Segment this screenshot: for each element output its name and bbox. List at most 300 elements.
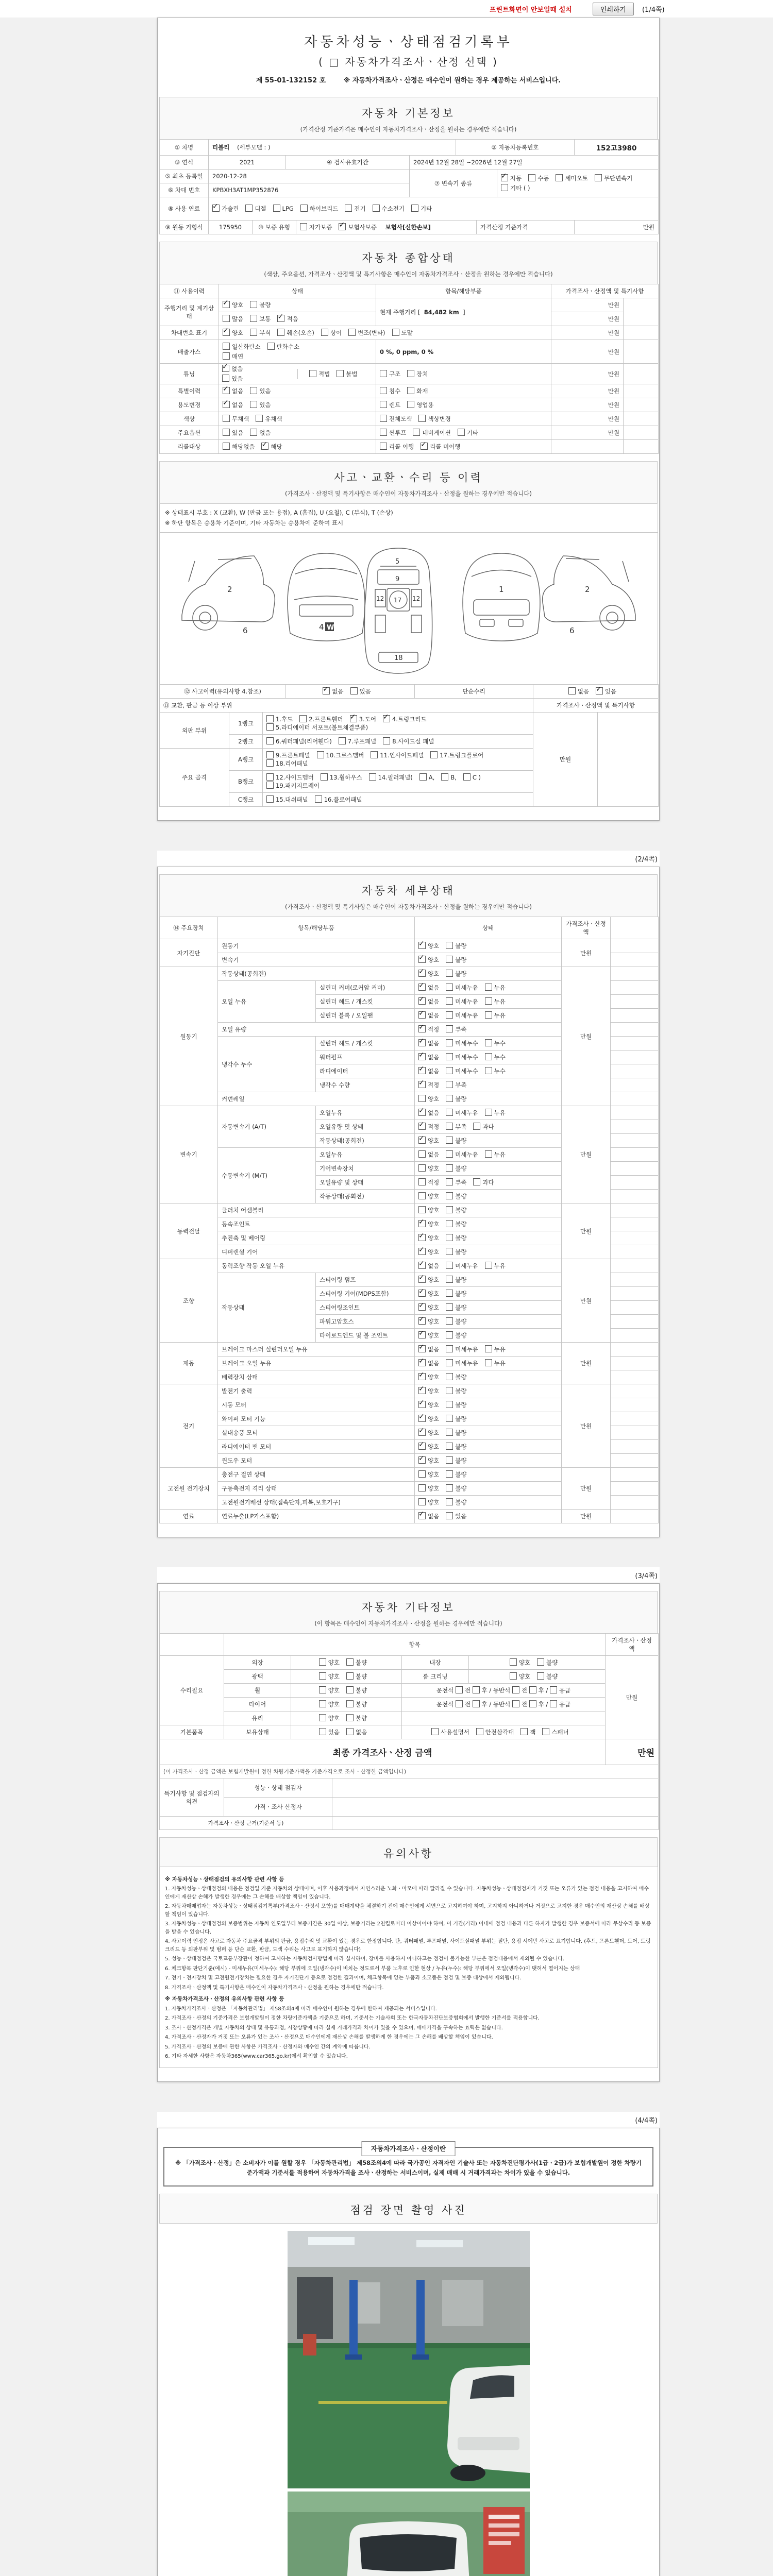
price-definition-box xyxy=(163,2144,653,2187)
option: ✓ 양호 xyxy=(418,1248,439,1256)
checkbox[interactable] xyxy=(319,1686,326,1693)
row-vin: 차대번호 표기 ✓ 양호 부식 훼손(오손) 상이 변조(변타) 도말 만원 xyxy=(160,326,659,340)
checkbox[interactable] xyxy=(446,1262,453,1269)
checkbox[interactable] xyxy=(430,751,438,758)
checkbox[interactable] xyxy=(542,1728,549,1735)
checkbox[interactable] xyxy=(446,1470,453,1478)
checkbox[interactable] xyxy=(446,1456,453,1464)
checkbox[interactable] xyxy=(223,352,230,360)
checkbox[interactable] xyxy=(446,1109,453,1116)
checkbox[interactable] xyxy=(485,1345,492,1352)
section-etc: 자동차 기타정보 (이 항목은 매수인이 자동차가격조사ㆍ산정을 원하는 경우에만 적습니다) xyxy=(159,1591,658,1634)
checkbox[interactable] xyxy=(266,737,274,744)
checkbox[interactable] xyxy=(266,723,274,731)
checkbox[interactable] xyxy=(529,1686,536,1693)
checkbox[interactable] xyxy=(266,782,274,789)
checkbox[interactable] xyxy=(223,429,230,436)
checkbox[interactable] xyxy=(418,1095,426,1102)
option: ✓ 없음 xyxy=(418,1109,439,1117)
checkbox[interactable] xyxy=(411,205,418,212)
diagram-label-door-right: 2 xyxy=(585,585,590,595)
checkbox[interactable] xyxy=(473,1700,480,1707)
checkbox[interactable] xyxy=(418,956,426,963)
checkbox[interactable] xyxy=(418,1512,426,1519)
option: ✓ 적음 xyxy=(277,315,298,323)
option: ✓ 적정 xyxy=(418,1081,439,1089)
checkbox[interactable] xyxy=(380,443,387,450)
checkbox[interactable] xyxy=(431,1728,439,1735)
checkbox[interactable] xyxy=(250,429,257,436)
checkbox[interactable] xyxy=(446,1276,453,1283)
print-install-link[interactable]: 프린트화면이 안보일때 설치 xyxy=(490,6,572,14)
checkbox[interactable] xyxy=(418,1303,426,1311)
checkbox[interactable] xyxy=(446,1359,453,1366)
checkbox[interactable] xyxy=(446,1345,453,1352)
checkbox[interactable] xyxy=(485,1150,492,1158)
option: 1.후드 xyxy=(266,715,293,723)
checkbox[interactable] xyxy=(421,443,428,450)
option: 불량 xyxy=(446,1192,466,1200)
checkbox[interactable] xyxy=(309,370,316,377)
checkbox[interactable] xyxy=(339,223,346,230)
checkbox[interactable] xyxy=(418,415,426,422)
checkbox[interactable] xyxy=(245,205,253,212)
checkbox[interactable] xyxy=(446,1206,453,1213)
checkbox[interactable] xyxy=(550,1700,557,1707)
option: 전체도색 xyxy=(380,415,412,423)
checkbox[interactable] xyxy=(458,429,465,436)
option: 일산화탄소 xyxy=(223,343,261,351)
option: 양호 xyxy=(418,1095,439,1103)
page-4 xyxy=(157,2128,660,2576)
option: 누유 xyxy=(485,1011,506,1020)
checkbox[interactable] xyxy=(346,1672,354,1680)
checkbox[interactable] xyxy=(266,751,274,758)
detail-row: 연료 연료누출(LP가스포함) ✓ 없음 있음 만원 xyxy=(160,1510,659,1523)
option: 누수 xyxy=(485,1039,506,1047)
checkbox[interactable] xyxy=(418,1276,426,1283)
checkbox[interactable] xyxy=(383,737,390,744)
checkbox[interactable] xyxy=(485,984,492,991)
checkbox[interactable] xyxy=(319,1658,326,1666)
option: 부족 xyxy=(446,1081,466,1089)
checkbox[interactable] xyxy=(446,1512,453,1519)
checkbox[interactable] xyxy=(473,1178,480,1185)
checkbox[interactable] xyxy=(446,1053,453,1060)
final-price-tbl: 최종 가격조사ㆍ산정 금액 만원 (이 가격조사ㆍ산정 금액은 보험개발원이 정한 차량기준가액을 기준가격으로 조사ㆍ산정한 금액입니다) 특기사항 및 점검자의 의견 성능ㆍ상태 점검자 가격ㆍ조사 산정자 가격조사ㆍ산정 근거(기준서 등) xyxy=(159,1739,659,1830)
checkbox[interactable] xyxy=(446,1303,453,1311)
car-diagram-box xyxy=(159,533,658,685)
checkbox[interactable] xyxy=(446,1484,453,1492)
checkbox[interactable] xyxy=(446,1317,453,1325)
checkbox[interactable] xyxy=(446,970,453,977)
option: 누유 xyxy=(485,997,506,1006)
checkbox[interactable] xyxy=(418,1484,426,1492)
option: ✓ 양호 xyxy=(418,1303,439,1312)
checkbox[interactable] xyxy=(476,1728,483,1735)
option: 불량 xyxy=(446,1276,466,1284)
checkbox[interactable] xyxy=(223,415,230,422)
diagram-label-sill-right: 6 xyxy=(569,626,575,636)
checkbox[interactable] xyxy=(418,1498,426,1505)
checkbox[interactable] xyxy=(446,1137,453,1144)
checkbox[interactable] xyxy=(346,1658,354,1666)
checkbox[interactable] xyxy=(596,687,603,694)
option: ✓ 적정 xyxy=(418,1123,439,1131)
checkbox[interactable] xyxy=(418,1039,426,1046)
checkbox[interactable] xyxy=(485,1359,492,1366)
diagram-label-9: 9 xyxy=(395,575,400,584)
option: 있음 xyxy=(250,401,271,409)
diagram-weld-letter: W xyxy=(327,624,334,632)
option: 불량 xyxy=(446,1290,466,1298)
checkbox[interactable] xyxy=(446,1290,453,1297)
checkbox[interactable] xyxy=(407,370,414,377)
checkbox[interactable] xyxy=(299,715,307,722)
checkbox[interactable] xyxy=(418,1067,426,1074)
checkbox[interactable] xyxy=(418,1443,426,1450)
checkbox[interactable] xyxy=(418,1456,426,1464)
option: 불량 xyxy=(446,1429,466,1437)
checkbox[interactable] xyxy=(418,1234,426,1241)
option: ✓양호 xyxy=(223,301,243,309)
checkbox[interactable] xyxy=(392,329,399,336)
checkbox[interactable] xyxy=(321,329,328,336)
notice-item: 4. 사고이력 인정은 사고로 자동차 주요골격 부위의 판금, 용접수리 및 교환이 있는 경우로 한정합니다. 단, 쿼터패널, 루프패널, 사이드실패널 부위는 절단, 용접 시에만 사고로 표기합니다. (후드, 프론트휀더, 도어, 트렁크리드 등 외판부위 및 범퍼 등 단순 교환, 판금, 도색 수리는 사고로 표기하지 않습니다) xyxy=(165,1939,651,1953)
checkbox[interactable] xyxy=(300,223,307,230)
checkbox[interactable] xyxy=(418,1290,426,1297)
section-history: 사고ㆍ교환ㆍ수리 등 이력 (가격조사ㆍ산정액 및 특기사항은 매수인이 자동차가격조사ㆍ산정을 원하는 경우에만 적습니다) xyxy=(159,461,658,504)
checkbox[interactable] xyxy=(418,1109,426,1116)
checkbox[interactable] xyxy=(277,329,284,336)
page-1 xyxy=(157,18,660,821)
checkbox[interactable] xyxy=(250,301,257,308)
checkbox[interactable] xyxy=(418,1150,426,1158)
option: 누수 xyxy=(485,1067,506,1075)
option: 양호 xyxy=(319,1700,340,1708)
checkbox[interactable] xyxy=(463,773,470,781)
checkbox[interactable] xyxy=(537,1672,544,1680)
checkbox[interactable] xyxy=(446,1373,453,1380)
checkbox[interactable] xyxy=(446,1081,453,1088)
notice-group1-title: ※ 자동차성능ㆍ상태점검의 유의사항 관련 사항 등 xyxy=(165,1876,284,1883)
checkbox[interactable] xyxy=(339,737,346,744)
section-basic-info: 자동차 기본정보 (가격산정 기준가격은 매수인이 자동차가격조사ㆍ산정을 원하는 경우에만 적습니다) xyxy=(159,97,658,140)
checkbox[interactable] xyxy=(371,751,378,758)
checkbox[interactable] xyxy=(380,387,387,394)
passenger-car-note: ※ 하단 항목은 승용차 기준이며, 기타 자동차는 승용차에 준하여 표시 xyxy=(165,519,344,527)
checkbox[interactable] xyxy=(418,997,426,1005)
checkbox[interactable] xyxy=(485,997,492,1005)
option: 불량 xyxy=(446,1456,466,1465)
checkbox[interactable] xyxy=(510,1658,517,1666)
checkbox[interactable] xyxy=(373,205,380,212)
checkbox[interactable] xyxy=(446,1498,453,1505)
checkbox[interactable] xyxy=(380,429,387,436)
option: 11.인사이드패널 xyxy=(371,751,424,759)
print-button[interactable]: 인쇄하기 xyxy=(593,3,634,15)
detail-row: 작동상태 스티어링 펌프 ✓ 양호 불량 xyxy=(160,1273,659,1287)
checkbox[interactable] xyxy=(418,1220,426,1227)
checkbox[interactable] xyxy=(556,174,563,181)
option: ✓ 양호 xyxy=(418,1373,439,1381)
checkbox[interactable] xyxy=(418,1415,426,1422)
detail-row: 구동축전지 격리 상태 양호 불량 xyxy=(160,1482,659,1496)
option: ✓ 없음 xyxy=(223,387,243,395)
service-note: ※ 자동차가격조사ㆍ산정은 매수인이 원하는 경우 제공하는 서비스입니다. xyxy=(343,77,561,84)
checkbox[interactable] xyxy=(501,174,508,181)
checkbox[interactable] xyxy=(212,205,220,212)
option: ✓ 양호 xyxy=(418,1443,439,1451)
checkbox[interactable] xyxy=(446,1150,453,1158)
checkbox[interactable] xyxy=(319,1728,326,1735)
checkbox[interactable] xyxy=(319,1700,326,1707)
checkbox[interactable] xyxy=(323,687,330,694)
checkbox[interactable] xyxy=(446,1025,453,1032)
checkbox[interactable] xyxy=(418,1401,426,1408)
checkbox[interactable] xyxy=(419,773,427,781)
checkbox[interactable] xyxy=(273,205,280,212)
checkbox[interactable] xyxy=(315,795,322,803)
accident-history-table xyxy=(159,684,658,807)
checkbox[interactable] xyxy=(446,984,453,991)
checkbox[interactable] xyxy=(446,1178,453,1185)
checkbox[interactable] xyxy=(446,1164,453,1172)
checkbox[interactable] xyxy=(223,401,230,408)
checkbox[interactable] xyxy=(501,184,508,191)
checkbox[interactable] xyxy=(348,329,356,336)
checkbox[interactable] xyxy=(277,315,284,322)
checkbox[interactable] xyxy=(418,1262,426,1269)
checkbox[interactable] xyxy=(418,1359,426,1366)
checkbox[interactable] xyxy=(418,1053,426,1060)
checkbox[interactable] xyxy=(407,387,414,394)
checkbox[interactable] xyxy=(418,1025,426,1032)
option: ✓ 없음 xyxy=(418,1345,439,1353)
checkbox[interactable] xyxy=(321,773,328,781)
checkbox[interactable] xyxy=(223,315,230,322)
detail-row: 스티어링 기어(MDPS포함) ✓ 양호 불량 xyxy=(160,1287,659,1301)
checkbox[interactable] xyxy=(319,1714,326,1721)
checkbox[interactable] xyxy=(485,1053,492,1060)
checkbox[interactable] xyxy=(473,1123,480,1130)
checkbox[interactable] xyxy=(418,1373,426,1380)
rank-row-1랭크: 외판 부위 1랭크 1.후드 2.프론트휀더 ✓ 3.도어 ✓ 4.트렁크리드5.라디에이터 서포트(볼트체결부품) 만원 xyxy=(160,713,659,735)
checkbox[interactable] xyxy=(266,795,274,803)
checkbox[interactable] xyxy=(446,1387,453,1394)
option: 기타 ( ) xyxy=(501,184,530,192)
basic-row-1: ① 차명 티볼리 (세부모델 : ) ② 자동차등록번호 152고3980 xyxy=(159,139,659,156)
checkbox[interactable] xyxy=(446,1234,453,1241)
option: 불량 xyxy=(446,1443,466,1451)
checkbox[interactable] xyxy=(346,1714,354,1721)
checkbox[interactable] xyxy=(223,329,230,336)
checkbox[interactable] xyxy=(266,759,274,767)
checkbox[interactable] xyxy=(446,1039,453,1046)
checkbox[interactable] xyxy=(441,773,448,781)
checkbox[interactable] xyxy=(537,1658,544,1666)
option: 미세누유 xyxy=(446,984,478,992)
option: 화재 xyxy=(407,387,428,395)
checkbox[interactable] xyxy=(446,942,453,949)
checkbox[interactable] xyxy=(223,443,230,450)
checkbox[interactable] xyxy=(223,301,230,308)
checkbox[interactable] xyxy=(337,370,344,377)
option: 불법 xyxy=(337,370,357,378)
checkbox[interactable] xyxy=(266,715,274,722)
checkbox[interactable] xyxy=(346,1728,354,1735)
checkbox[interactable] xyxy=(446,1095,453,1102)
checkbox[interactable] xyxy=(446,956,453,963)
checkbox[interactable] xyxy=(528,174,535,181)
checkbox[interactable] xyxy=(261,443,268,450)
checkbox[interactable] xyxy=(319,1672,326,1680)
option: ✓자동 xyxy=(501,174,522,182)
option: ✓ 없음 xyxy=(418,1011,439,1020)
checkbox[interactable] xyxy=(529,1700,536,1707)
option: ✓ 양호 xyxy=(418,1234,439,1242)
checkbox[interactable] xyxy=(485,1039,492,1046)
notice-item: 3. 자동차성능ㆍ상태점검의 보증범위는 자동차 인도일부터 보증기간은 30일 이상, 보증거리는 2천킬로미터 이상이어야 하며, 이 기간(거리) 이내에 점검 내용과 다른 하자가 발생한 경우 보증서에 따라 무상수리 등 보증을 받을 수 있습니다. xyxy=(165,1921,651,1935)
basic-row-5: ⑧ 사용 연료 ✓ 가솔린 디젤 LPG 하이브리드 전기 수소전기 기타 xyxy=(159,197,659,221)
checkbox[interactable] xyxy=(485,1109,492,1116)
checkbox[interactable] xyxy=(446,1123,453,1130)
detail-row: 라디에이터 팬 모터 ✓ 양호 불량 xyxy=(160,1440,659,1454)
option: 16.플로어패널 xyxy=(315,795,362,804)
checkbox[interactable] xyxy=(520,1728,528,1735)
notice-item: 5. 성능ㆍ상태점검은 국토교통부장관이 정하여 고시하는 자동차검사방법에 따라 실시하며, 장비를 사용하지 아니하고는 점검이 불가능한 부분은 점검내용에서 제외될 수 있습니다. xyxy=(165,1956,565,1962)
checkbox[interactable] xyxy=(510,1672,517,1680)
checkbox[interactable] xyxy=(250,401,257,408)
option: 미세누수 xyxy=(446,1067,478,1075)
checkbox[interactable] xyxy=(266,773,274,781)
checkbox[interactable] xyxy=(418,1164,426,1172)
checkbox[interactable] xyxy=(446,1011,453,1019)
checkbox[interactable] xyxy=(223,387,230,394)
row-특별이력: 특별이력 ✓ 없음 있음 침수 화재 만원 xyxy=(160,384,659,398)
option: 17.트렁크플로어 xyxy=(430,751,483,759)
checkbox[interactable] xyxy=(256,415,263,422)
checkbox[interactable] xyxy=(512,1700,519,1707)
checkbox[interactable] xyxy=(345,205,352,212)
option: 있음 xyxy=(223,429,243,437)
option: 9.프론트패널 xyxy=(266,751,310,759)
document-subtitle: ( □ 자동차가격조사ㆍ산정 선택 ) xyxy=(318,56,498,68)
checkbox[interactable] xyxy=(380,401,387,408)
checkbox[interactable] xyxy=(473,1686,480,1693)
checkbox[interactable] xyxy=(418,942,426,949)
checkbox[interactable] xyxy=(222,375,229,382)
checkbox[interactable] xyxy=(250,329,257,336)
checkbox[interactable] xyxy=(346,1700,354,1707)
checkbox[interactable] xyxy=(446,1415,453,1422)
checkbox[interactable] xyxy=(418,1345,426,1352)
detail-row: 윈도우 모터 ✓ 양호 불량 xyxy=(160,1454,659,1468)
checkbox[interactable] xyxy=(485,1262,492,1269)
checkbox[interactable] xyxy=(418,1192,426,1199)
section-detail: 자동차 세부상태 (가격조사ㆍ산정액 및 특기사항은 매수인이 자동차가격조사ㆍ산정을 원하는 경우에만 적습니다) xyxy=(159,874,658,917)
checkbox[interactable] xyxy=(418,1123,426,1130)
checkbox[interactable] xyxy=(446,1067,453,1074)
checkbox[interactable] xyxy=(418,1331,426,1338)
checkbox[interactable] xyxy=(413,429,420,436)
checkbox[interactable] xyxy=(222,365,229,372)
etc-row-휠: 휠 양호 불량 운전석 전 후 / 동반석 전 후 / 응급 xyxy=(160,1684,659,1698)
checkbox[interactable] xyxy=(380,370,387,377)
checkbox[interactable] xyxy=(223,343,230,350)
option: 불량 xyxy=(346,1700,367,1708)
checkbox[interactable] xyxy=(300,205,308,212)
option: 탄화수소 xyxy=(267,343,299,351)
checkbox[interactable] xyxy=(456,1700,463,1707)
checkbox[interactable] xyxy=(383,715,390,722)
option: 10.크로스멤버 xyxy=(317,751,364,759)
checkbox[interactable] xyxy=(418,1429,426,1436)
option: 장치 xyxy=(407,370,428,378)
option: ✓ 양호 xyxy=(223,329,243,337)
option: 부족 xyxy=(446,1178,466,1187)
checkbox[interactable] xyxy=(346,1686,354,1693)
option: ✓ 없음 xyxy=(323,687,343,696)
checkbox[interactable] xyxy=(456,1686,463,1693)
checkbox[interactable] xyxy=(418,1081,426,1088)
checkbox[interactable] xyxy=(380,415,387,422)
option: 상이 xyxy=(321,329,342,337)
checkbox[interactable] xyxy=(446,1401,453,1408)
option: ✓ 없음 xyxy=(223,401,243,409)
checkbox[interactable] xyxy=(418,1178,426,1185)
checkbox[interactable] xyxy=(369,773,376,781)
option: 누유 xyxy=(485,1262,506,1270)
checkbox[interactable] xyxy=(418,1387,426,1394)
checkbox[interactable] xyxy=(350,715,357,722)
checkbox[interactable] xyxy=(485,1067,492,1074)
checkbox[interactable] xyxy=(446,1443,453,1450)
checkbox[interactable] xyxy=(446,1192,453,1199)
price-definition-text: ※ 「가격조사ㆍ산정」은 소비자가 이를 원할 경우 「자동차관리법」 제58조의4에 따라 국가공인 자격자인 기술사 또는 자동차진단평가사(1급ㆍ2급)가 보험개발원이 정한 차량기준가액과 기준서를 적용하여 자동차가격을 조사ㆍ산정하는 서비스이며, 실제 매매 시 거래가격과는 차이가 있을 수 있습니다. xyxy=(175,2159,642,2177)
option: 있음 xyxy=(250,387,271,395)
checkbox[interactable] xyxy=(418,1248,426,1255)
checkbox[interactable] xyxy=(446,1331,453,1338)
notice-item: 1. 자동차성능ㆍ상태점검의 내용은 점검일 기준 자동차의 상태이며, 이후 사용과정에서 자연스러운 노화ㆍ마모에 따라 달라질 수 있습니다. 자동차성능ㆍ상태점검자가 거짓 또는 오류가 있는 점검 내용을 고지하여 매수인에게 재산상 손해가 발생한 경우에는 그 손해를 배상할 책임이 있습니다. xyxy=(165,1886,649,1900)
option: 적정 xyxy=(418,1178,439,1187)
checkbox[interactable] xyxy=(595,174,602,181)
checkbox[interactable] xyxy=(267,343,275,350)
checkbox[interactable] xyxy=(418,1137,426,1144)
checkbox[interactable] xyxy=(446,1429,453,1436)
checkbox[interactable] xyxy=(418,1317,426,1325)
checkbox[interactable] xyxy=(485,1011,492,1019)
checkbox[interactable] xyxy=(250,387,257,394)
checkbox[interactable] xyxy=(568,687,576,694)
checkbox[interactable] xyxy=(350,687,358,694)
checkbox[interactable] xyxy=(446,997,453,1005)
checkbox[interactable] xyxy=(446,1220,453,1227)
checkbox[interactable] xyxy=(418,1011,426,1019)
checkbox[interactable] xyxy=(407,401,414,408)
checkbox[interactable] xyxy=(418,970,426,977)
diagram-label-trunk: 4 xyxy=(319,622,324,632)
checkbox[interactable] xyxy=(418,1470,426,1478)
checkbox[interactable] xyxy=(250,315,257,322)
checkbox[interactable] xyxy=(418,984,426,991)
checkbox[interactable] xyxy=(550,1686,557,1693)
checkbox[interactable] xyxy=(418,1206,426,1213)
checkbox[interactable] xyxy=(317,751,324,758)
checkbox[interactable] xyxy=(512,1686,519,1693)
checkbox[interactable] xyxy=(446,1248,453,1255)
detail-row: 타이로드엔드 및 볼 조인트 ✓ 양호 불량 xyxy=(160,1329,659,1343)
